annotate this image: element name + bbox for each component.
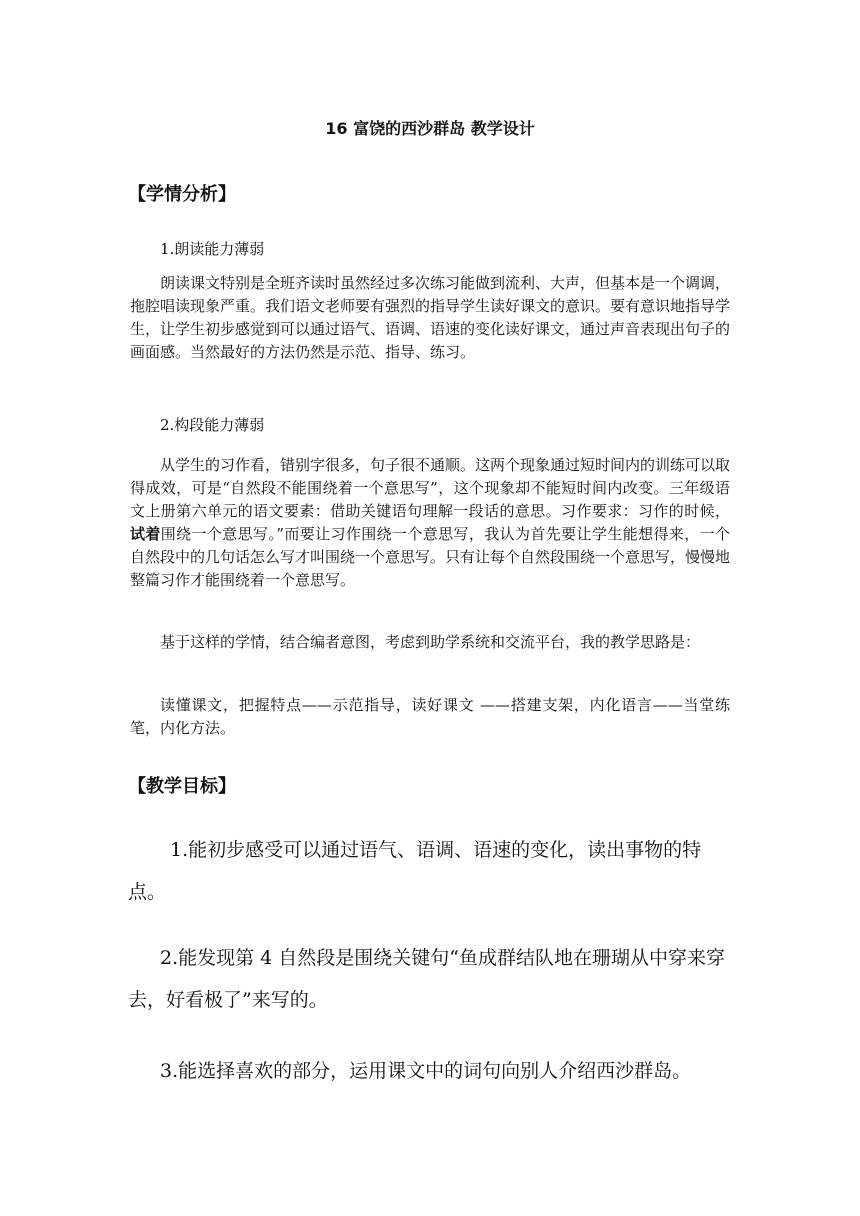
goals-heading: 【教学目标】 <box>128 776 236 797</box>
analysis-item1-title: 1.朗读能力薄弱 <box>160 240 265 258</box>
document-title: 16 富饶的西沙群岛 教学设计 <box>325 119 535 138</box>
analysis-item2-title: 2.构段能力薄弱 <box>160 416 265 434</box>
analysis-item2-text-b: 围绕一个意思写。”而要让习作围绕一个意思写，我认为首先要让学生能想得来，一个自然段中的几句话怎么写才叫围绕一个意思写。只有让每个自然段围绕一个意思写，慢慢地整篇习作才能围绕着一个意思写。 <box>130 525 731 589</box>
goal-item-2: 2.能发现第 4 自然段是围绕关键句“鱼成群结队地在珊瑚从中穿来穿去，好看极了”来写的。 <box>128 947 726 1011</box>
analysis-item2-emphasis: 试着 <box>130 525 161 543</box>
analysis-item2-paragraph <box>130 454 730 592</box>
analysis-item2-text-a: 从学生的习作看，错别字很多，句子很不通顺。这两个现象通过短时间内的训练可以取得成效，可是“自然段不能围绕着一个意思写”，这个现象却不能短时间内改变。三年级语文上册第六单元的语文要素：借助关键语句理解一段话的意思。习作要求：习作的时候， <box>130 456 731 520</box>
goal-item-3: 3.能选择喜欢的部分，运用课文中的词句向别人介绍西沙群岛。 <box>160 1060 692 1082</box>
analysis-heading: 【学情分析】 <box>128 184 236 205</box>
analysis-summary-paragraph: 基于这样的学情，结合编者意图，考虑到助学系统和交流平台，我的教学思路是： <box>160 633 701 651</box>
analysis-approach-paragraph: 读懂课文，把握特点——示范指导，读好课文 ——搭建支架，内化语言——当堂练笔，内化方法。 <box>130 696 730 737</box>
goal-item-1: 1.能初步感受可以通过语气、语调、语速的变化，读出事物的特点。 <box>128 839 702 903</box>
analysis-item1-paragraph: 朗读课文特别是全班齐读时虽然经过多次练习能做到流利、大声，但基本是一个调调，拖腔唱读现象严重。我们语文老师要有强烈的指导学生读好课文的意识。要有意识地指导学生，让学生初步感觉到可以通过语气、语调、语速的变化读好课文，通过声音表现出句子的画面感。当然最好的方法仍然是示范、指导、练习。 <box>130 274 731 361</box>
